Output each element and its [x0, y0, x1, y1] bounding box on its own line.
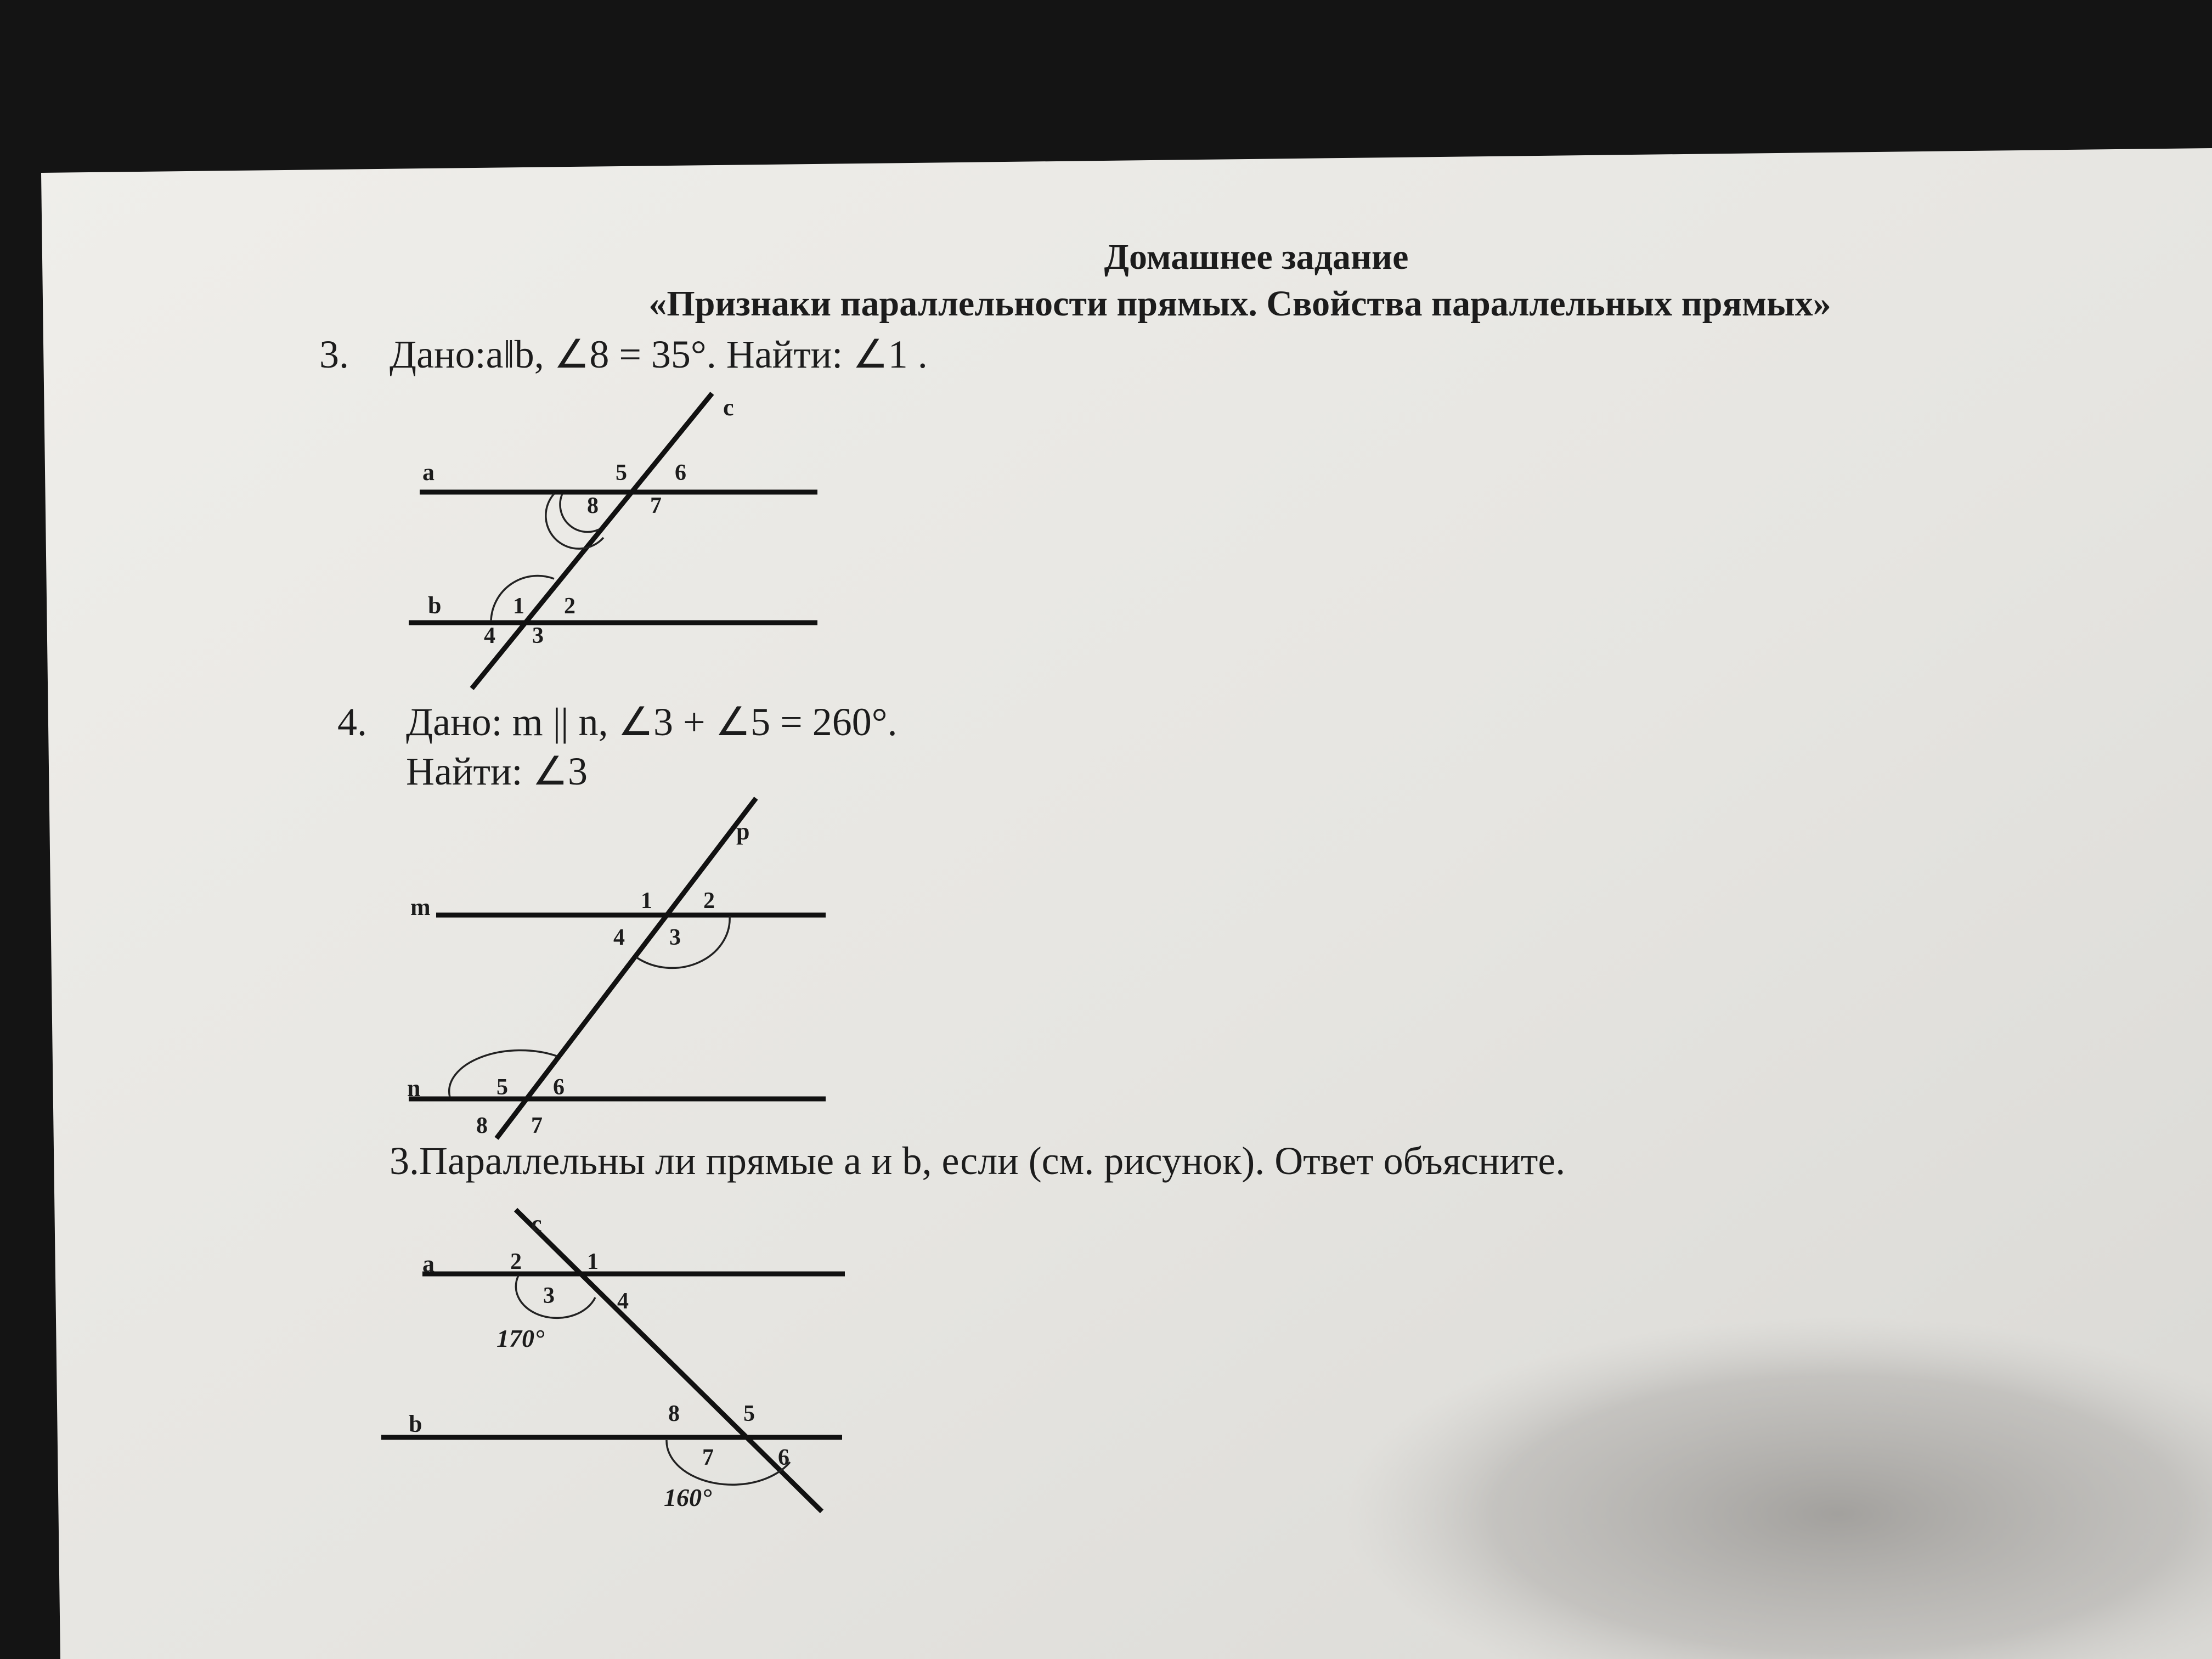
title-line-1: Домашнее задание — [1104, 237, 1409, 277]
label-c: c — [723, 394, 734, 421]
angle-2: 2 — [510, 1249, 522, 1274]
task1-number: 3. — [319, 332, 349, 376]
angle-170: 170° — [496, 1324, 545, 1352]
title-line-2: «Признаки параллельности прямых. Свойства параллельных прямых» — [648, 284, 1831, 324]
angle-5: 5 — [743, 1401, 755, 1426]
angle-8: 8 — [587, 493, 599, 518]
angle-3: 3 — [543, 1283, 555, 1308]
angle-4: 4 — [617, 1289, 629, 1314]
angle-8: 8 — [668, 1401, 680, 1426]
angle-6: 6 — [675, 460, 686, 486]
task2-text: Дано: m || n, ∠3 + ∠5 = 260°. — [406, 700, 898, 744]
label-a: a — [422, 459, 435, 486]
angle-1: 1 — [587, 1249, 599, 1274]
label-p: p — [736, 818, 750, 845]
task3-text: 3.Параллельны ли прямые a и b, если (см. рисунок). Ответ объясните. — [390, 1139, 1566, 1183]
angle-2: 2 — [703, 888, 715, 913]
angle-160: 160° — [664, 1483, 712, 1511]
label-c: c — [531, 1210, 542, 1237]
task1-text: Дано:a‖b, ∠8 = 35°. Найти: ∠1 . — [390, 332, 928, 376]
angle-6: 6 — [778, 1445, 789, 1470]
angle-7: 7 — [702, 1445, 714, 1470]
angle-2: 2 — [564, 594, 575, 619]
angle-1: 1 — [641, 888, 652, 913]
angle-7: 7 — [531, 1113, 543, 1138]
task2-number: 4. — [337, 700, 367, 744]
label-n: n — [407, 1075, 421, 1102]
angle-3: 3 — [669, 925, 681, 950]
angle-4: 4 — [613, 925, 625, 950]
label-a: a — [422, 1250, 435, 1277]
angle-5: 5 — [616, 460, 627, 486]
angle-4: 4 — [484, 623, 495, 648]
angle-1: 1 — [513, 594, 524, 619]
label-b: b — [409, 1410, 422, 1437]
angle-6: 6 — [553, 1075, 565, 1100]
angle-8: 8 — [476, 1113, 488, 1138]
task2-find: Найти: ∠3 — [406, 749, 588, 793]
label-m: m — [410, 894, 431, 921]
label-b: b — [428, 592, 442, 619]
angle-7: 7 — [650, 493, 662, 518]
angle-3: 3 — [532, 623, 544, 648]
angle-5: 5 — [496, 1075, 508, 1100]
